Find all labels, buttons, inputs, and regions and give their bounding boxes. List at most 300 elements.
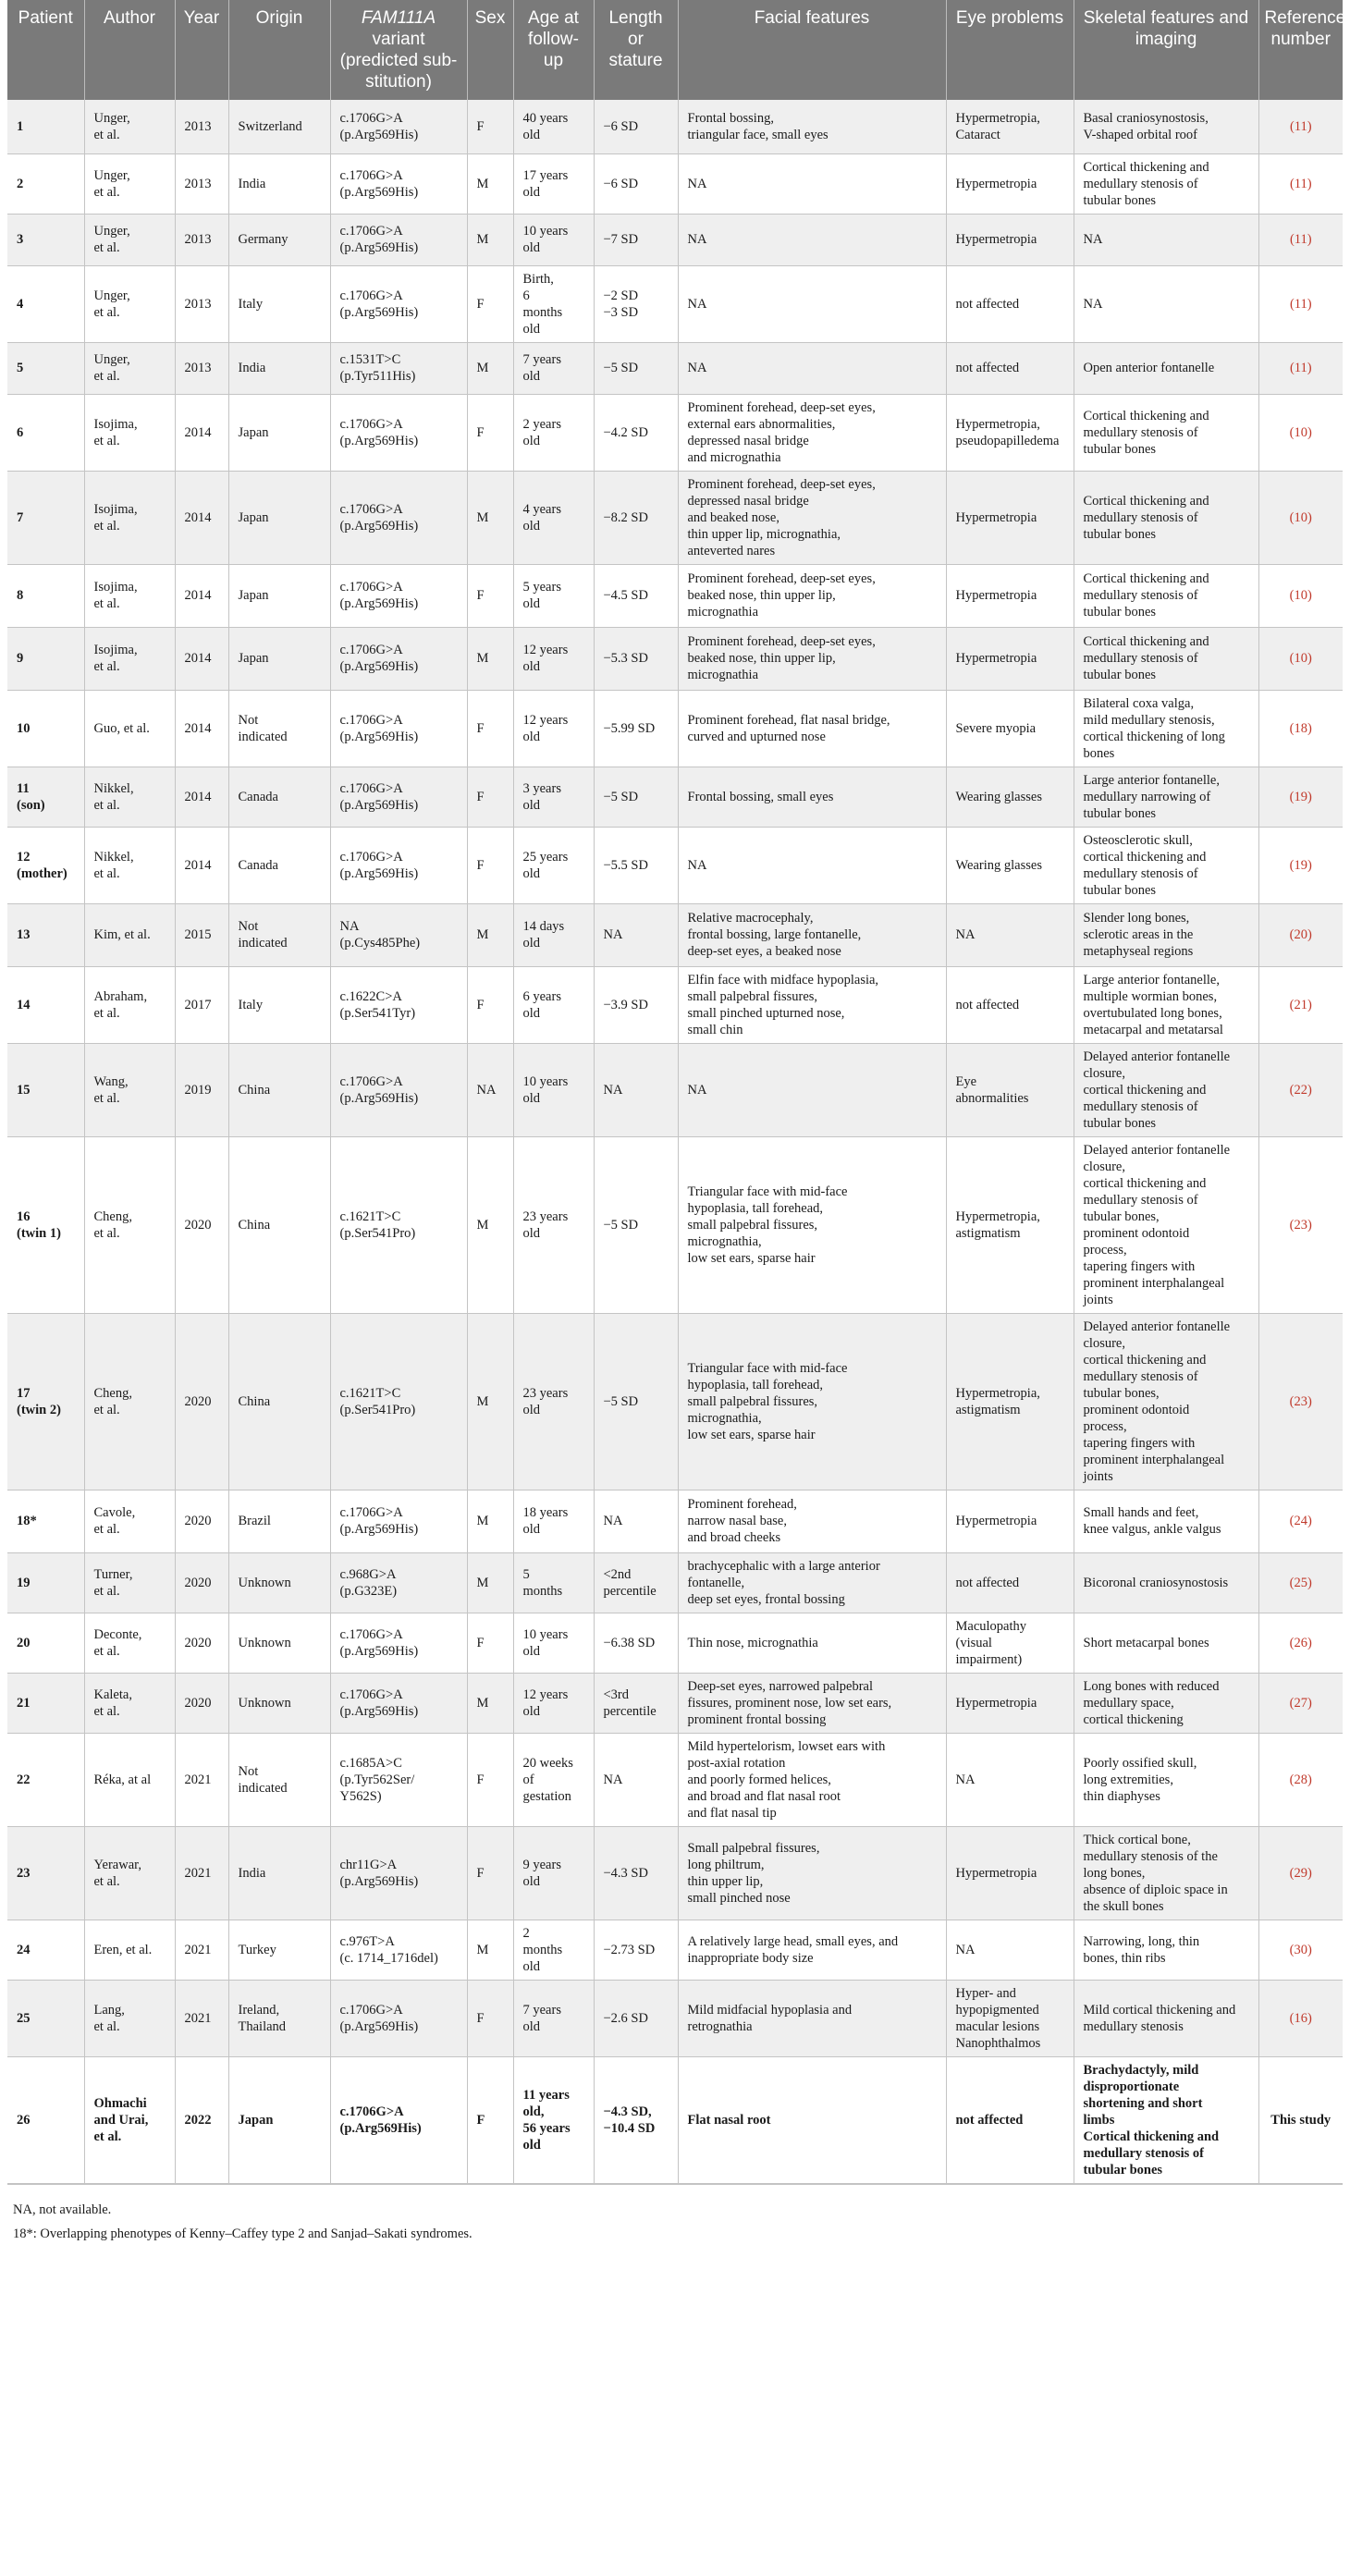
cell-ref: (26) bbox=[1258, 1613, 1343, 1673]
cell-author bbox=[84, 966, 175, 1043]
cell-year: 2020 bbox=[175, 1490, 228, 1552]
cell-author bbox=[84, 1673, 175, 1733]
cell-line: India bbox=[238, 1865, 266, 1881]
cell-length bbox=[594, 564, 678, 627]
cell-ref: (23) bbox=[1258, 1313, 1343, 1490]
table-row bbox=[7, 966, 1343, 1043]
cell-sex: M bbox=[467, 1313, 513, 1490]
cell-origin bbox=[228, 1733, 330, 1826]
cell-facial bbox=[678, 1490, 946, 1552]
cell-origin bbox=[228, 827, 330, 903]
cell-sex: M bbox=[467, 1920, 513, 1980]
cell-year: 2021 bbox=[175, 1980, 228, 2056]
cell-line: percentile bbox=[603, 1703, 657, 1719]
column-header-facial bbox=[678, 0, 946, 100]
cell-line: closure, bbox=[1083, 1159, 1125, 1174]
cell-line: Narrowing, long, thin bbox=[1083, 1933, 1200, 1949]
cell-line: (p.Arg569His) bbox=[339, 596, 419, 611]
cell-line: Hypermetropia bbox=[955, 509, 1037, 525]
cell-line: NA bbox=[603, 1772, 623, 1787]
cell-skeletal bbox=[1074, 394, 1258, 471]
cell-line: abnormalities bbox=[955, 1090, 1029, 1106]
cell-patient bbox=[7, 153, 84, 214]
cell-year: 2017 bbox=[175, 966, 228, 1043]
column-header-year bbox=[175, 0, 228, 100]
cell-age bbox=[513, 214, 594, 265]
cell-patient bbox=[7, 1673, 84, 1733]
cell-line: small chin bbox=[687, 1022, 743, 1037]
cell-line: mild medullary stenosis, bbox=[1083, 712, 1215, 728]
cell-line: Large anterior fontanelle, bbox=[1083, 972, 1220, 987]
cell-line: Isojima, bbox=[93, 580, 138, 595]
cell-patient bbox=[7, 564, 84, 627]
cell-line: medullary stenosis of the bbox=[1083, 1848, 1218, 1864]
cell-line: India bbox=[238, 176, 266, 191]
cell-line: of bbox=[522, 1772, 534, 1787]
cell-length bbox=[594, 767, 678, 827]
column-header-skeletal bbox=[1074, 0, 1258, 100]
cell-variant bbox=[330, 394, 467, 471]
cell-line: Severe myopia bbox=[955, 720, 1037, 736]
cell-eye bbox=[946, 1552, 1074, 1613]
cell-ref: (11) bbox=[1258, 100, 1343, 153]
cell-year: 2021 bbox=[175, 1920, 228, 1980]
cell-length bbox=[594, 1613, 678, 1673]
cell-origin bbox=[228, 100, 330, 153]
cell-eye bbox=[946, 564, 1074, 627]
cell-line: V-shaped orbital roof bbox=[1083, 127, 1197, 142]
cell-author bbox=[84, 2056, 175, 2183]
cell-age bbox=[513, 1673, 594, 1733]
cell-line: 12 bbox=[17, 849, 31, 865]
cell-line: old bbox=[522, 1703, 541, 1719]
cell-line: c.1706G>A bbox=[339, 288, 403, 303]
cell-line: 19 bbox=[17, 1575, 31, 1590]
cell-year: 2015 bbox=[175, 903, 228, 966]
cell-line: c.1621T>C bbox=[339, 1208, 401, 1224]
cell-line: old bbox=[522, 936, 541, 951]
header-line: variant bbox=[372, 30, 425, 49]
cell-patient bbox=[7, 903, 84, 966]
cell-line: −5.99 SD bbox=[603, 720, 656, 736]
cell-line: c.1706G>A bbox=[339, 1073, 403, 1089]
cell-sex: NA bbox=[467, 1043, 513, 1136]
cell-skeletal bbox=[1074, 265, 1258, 342]
cell-facial bbox=[678, 265, 946, 342]
cell-line: medullary narrowing of bbox=[1083, 789, 1211, 804]
cell-line: NA bbox=[687, 361, 707, 375]
cell-line: 8 bbox=[17, 588, 24, 603]
table-row bbox=[7, 1733, 1343, 1826]
cell-line: et al. bbox=[93, 2018, 120, 2034]
cell-line: hypoplasia, tall forehead, bbox=[687, 1200, 824, 1216]
cell-line: −4.3 SD bbox=[603, 1865, 648, 1881]
cell-line: old, bbox=[522, 2104, 545, 2119]
cell-line: Japan bbox=[238, 651, 269, 666]
cell-eye bbox=[946, 2056, 1074, 2183]
cell-eye bbox=[946, 1920, 1074, 1980]
cell-line: (p.Arg569His) bbox=[339, 304, 419, 320]
cell-line: and Urai, bbox=[93, 2112, 149, 2128]
cell-line: Prominent forehead, deep-set eyes, bbox=[687, 634, 876, 649]
cell-line: closure, bbox=[1083, 1065, 1125, 1081]
table-row bbox=[7, 265, 1343, 342]
cell-line: (twin 1) bbox=[17, 1225, 61, 1241]
cell-age bbox=[513, 1613, 594, 1673]
cell-line: Unger, bbox=[93, 352, 130, 367]
cell-year: 2013 bbox=[175, 265, 228, 342]
cell-line: cortical thickening of long bbox=[1083, 729, 1225, 744]
cell-line: Long bones with reduced bbox=[1083, 1678, 1220, 1694]
cell-line: (c. 1714_1716del) bbox=[339, 1950, 438, 1966]
cell-facial bbox=[678, 1043, 946, 1136]
cell-age bbox=[513, 903, 594, 966]
footnote: NA, not available. bbox=[13, 2202, 112, 2217]
cell-line: Unknown bbox=[238, 1695, 291, 1711]
cell-sex: M bbox=[467, 1136, 513, 1313]
cell-line: thin upper lip, micrognathia, bbox=[687, 526, 841, 542]
cell-line: 20 bbox=[17, 1635, 31, 1650]
cell-year: 2020 bbox=[175, 1613, 228, 1673]
table-row bbox=[7, 903, 1343, 966]
cell-year: 2014 bbox=[175, 767, 228, 827]
cell-length bbox=[594, 827, 678, 903]
cell-line: retrognathia bbox=[687, 2018, 753, 2034]
table-row bbox=[7, 1136, 1343, 1313]
cell-line: hypoplasia, tall forehead, bbox=[687, 1377, 824, 1392]
cell-line: thin diaphyses bbox=[1083, 1788, 1160, 1804]
cell-skeletal bbox=[1074, 564, 1258, 627]
cell-line: (p.Arg569His) bbox=[339, 2120, 422, 2136]
column-header-author bbox=[84, 0, 175, 100]
cell-line: c.1706G>A bbox=[339, 849, 403, 865]
cell-skeletal bbox=[1074, 342, 1258, 394]
cell-line: 21 bbox=[17, 1695, 31, 1711]
cell-facial bbox=[678, 1552, 946, 1613]
cell-line: fissures, prominent nose, low set ears, bbox=[687, 1695, 892, 1711]
cell-length bbox=[594, 690, 678, 767]
cell-line: joints bbox=[1083, 1292, 1113, 1307]
cell-line: 1 bbox=[17, 118, 24, 134]
cell-origin bbox=[228, 1313, 330, 1490]
cell-sex: F bbox=[467, 767, 513, 827]
cell-skeletal bbox=[1074, 690, 1258, 767]
cell-age bbox=[513, 1313, 594, 1490]
cell-line: 5 years bbox=[522, 580, 561, 595]
cell-line: old bbox=[522, 184, 541, 200]
cell-ref: (30) bbox=[1258, 1920, 1343, 1980]
cell-ref: (28) bbox=[1258, 1733, 1343, 1826]
cell-line: (p.G323E) bbox=[339, 1583, 398, 1599]
cell-skeletal bbox=[1074, 1980, 1258, 2056]
cell-origin bbox=[228, 342, 330, 394]
cell-line: Deep-set eyes, narrowed palpebral bbox=[687, 1678, 873, 1694]
cell-facial bbox=[678, 903, 946, 966]
cell-year: 2013 bbox=[175, 100, 228, 153]
cell-age bbox=[513, 471, 594, 564]
cell-line: Mild midfacial hypoplasia and bbox=[687, 2002, 853, 2018]
cell-line: small palpebral fissures, bbox=[687, 1217, 818, 1233]
cell-line: Switzerland bbox=[238, 118, 302, 134]
cell-variant bbox=[330, 1673, 467, 1733]
cell-line: Prominent forehead, deep-set eyes, bbox=[687, 399, 876, 415]
cell-author bbox=[84, 1552, 175, 1613]
table-row bbox=[7, 627, 1343, 690]
cell-variant bbox=[330, 827, 467, 903]
cell-line: depressed nasal bridge bbox=[687, 433, 809, 448]
cell-line: Thin nose, micrognathia bbox=[687, 1635, 818, 1650]
cell-line: Small hands and feet, bbox=[1083, 1505, 1199, 1520]
cell-line: tubular bones bbox=[1083, 805, 1157, 821]
cell-line: Brachydactyly, mild bbox=[1083, 2062, 1199, 2078]
cell-line: medullary stenosis of bbox=[1083, 424, 1198, 440]
header-line: Age at bbox=[528, 8, 579, 28]
cell-line: Cheng, bbox=[93, 1208, 132, 1224]
cell-line: and broad cheeks bbox=[687, 1530, 781, 1545]
cell-variant bbox=[330, 1733, 467, 1826]
cell-author bbox=[84, 903, 175, 966]
cell-line: Maculopathy bbox=[955, 1618, 1027, 1634]
cell-eye bbox=[946, 690, 1074, 767]
cell-line: Relative macrocephaly, bbox=[687, 911, 814, 926]
cell-age bbox=[513, 767, 594, 827]
cell-line: Triangular face with mid-face bbox=[687, 1360, 848, 1376]
cell-year: 2013 bbox=[175, 214, 228, 265]
cell-year: 2021 bbox=[175, 1733, 228, 1826]
cell-line: −8.2 SD bbox=[603, 509, 648, 525]
cell-ref: (21) bbox=[1258, 966, 1343, 1043]
cell-line: shortening and short bbox=[1083, 2095, 1203, 2111]
cell-facial bbox=[678, 394, 946, 471]
cell-line: not affected bbox=[955, 1575, 1020, 1590]
cell-line: −5.5 SD bbox=[603, 857, 648, 873]
cell-line: and poorly formed helices, bbox=[687, 1772, 831, 1787]
cell-year: 2020 bbox=[175, 1313, 228, 1490]
cell-line: Unger, bbox=[93, 167, 130, 183]
cell-author bbox=[84, 153, 175, 214]
cell-line: Abraham, bbox=[93, 988, 148, 1004]
cell-sex: F bbox=[467, 394, 513, 471]
cell-line: Hypermetropia, bbox=[955, 1208, 1040, 1224]
cell-author bbox=[84, 214, 175, 265]
cell-age bbox=[513, 265, 594, 342]
table-body bbox=[7, 100, 1343, 2183]
cell-ref: (22) bbox=[1258, 1043, 1343, 1136]
cell-line: 24 bbox=[17, 1942, 31, 1957]
cell-facial bbox=[678, 1920, 946, 1980]
cell-line: medullary stenosis of bbox=[1083, 588, 1198, 603]
header-line: Skeletal features and bbox=[1083, 8, 1249, 28]
table-row bbox=[7, 1490, 1343, 1552]
cell-line: NA bbox=[603, 927, 623, 942]
cell-line: c.968G>A bbox=[339, 1566, 397, 1582]
cell-line: −6 SD bbox=[603, 118, 639, 134]
cell-line: c.1621T>C bbox=[339, 1385, 401, 1401]
cell-line: c.1706G>A bbox=[339, 416, 403, 432]
cell-line: old bbox=[522, 659, 541, 674]
cell-facial bbox=[678, 564, 946, 627]
cell-year: 2020 bbox=[175, 1136, 228, 1313]
cell-eye bbox=[946, 1826, 1074, 1920]
cell-patient bbox=[7, 1733, 84, 1826]
cell-line: medullary stenosis of bbox=[1083, 1098, 1198, 1114]
cell-line: 6 bbox=[522, 288, 530, 303]
cell-line: old bbox=[522, 433, 541, 448]
cell-patient bbox=[7, 1313, 84, 1490]
cell-line: Isojima, bbox=[93, 416, 138, 432]
cell-origin bbox=[228, 1920, 330, 1980]
cell-line: tubular bones bbox=[1083, 526, 1157, 542]
cell-variant bbox=[330, 100, 467, 153]
cell-line: NA bbox=[1083, 232, 1103, 247]
cell-line: Unknown bbox=[238, 1635, 291, 1650]
cell-origin bbox=[228, 153, 330, 214]
cell-eye bbox=[946, 1313, 1074, 1490]
cell-origin bbox=[228, 394, 330, 471]
cell-length bbox=[594, 1733, 678, 1826]
cell-eye bbox=[946, 471, 1074, 564]
cell-line: et al. bbox=[93, 433, 120, 448]
cell-line: Osteosclerotic skull, bbox=[1083, 832, 1193, 848]
cell-line: the skull bones bbox=[1083, 1898, 1164, 1914]
cell-line: post-axial rotation bbox=[687, 1755, 786, 1771]
cell-variant bbox=[330, 1136, 467, 1313]
cell-line: beaked nose, thin upper lip, bbox=[687, 588, 836, 603]
cell-age bbox=[513, 2056, 594, 2183]
cell-line: c.1706G>A bbox=[339, 110, 403, 126]
cell-line: multiple wormian bones, bbox=[1083, 988, 1218, 1004]
cell-ref: (23) bbox=[1258, 1136, 1343, 1313]
cell-age bbox=[513, 1980, 594, 2056]
cell-line: 13 bbox=[17, 927, 31, 942]
cell-line: (p.Tyr562Ser/ bbox=[339, 1772, 415, 1787]
cell-line: Cortical thickening and bbox=[1083, 2128, 1220, 2144]
cell-line: Ireland, bbox=[238, 2002, 280, 2018]
cell-line: old bbox=[522, 1958, 541, 1974]
cell-skeletal bbox=[1074, 627, 1258, 690]
cell-sex: M bbox=[467, 153, 513, 214]
cell-line: 2 bbox=[17, 176, 24, 191]
cell-line: <3rd bbox=[603, 1687, 630, 1702]
cell-line: Thick cortical bone, bbox=[1083, 1832, 1191, 1847]
cell-eye bbox=[946, 767, 1074, 827]
cell-line: 9 years bbox=[522, 1857, 561, 1872]
cell-line: brachycephalic with a large anterior bbox=[687, 1558, 880, 1574]
cell-line: and micrognathia bbox=[687, 449, 781, 465]
cell-line: 17 years bbox=[522, 167, 569, 183]
cell-line: 26 bbox=[17, 2112, 31, 2128]
cell-line: knee valgus, ankle valgus bbox=[1083, 1522, 1221, 1537]
cell-author bbox=[84, 100, 175, 153]
cell-line: tubular bones bbox=[1083, 882, 1157, 898]
cell-age bbox=[513, 1490, 594, 1552]
cell-line: et al. bbox=[93, 1522, 120, 1537]
cell-line: Delayed anterior fontanelle bbox=[1083, 1319, 1231, 1334]
cell-line: prominent odontoid bbox=[1083, 1402, 1190, 1417]
cell-line: (twin 2) bbox=[17, 1402, 61, 1417]
cell-line: Unger, bbox=[93, 110, 130, 126]
cell-line: months bbox=[522, 304, 563, 320]
cell-origin bbox=[228, 1613, 330, 1673]
cell-line: 11 bbox=[17, 780, 30, 796]
cell-patient bbox=[7, 2056, 84, 2183]
cell-author bbox=[84, 1313, 175, 1490]
cell-year: 2021 bbox=[175, 1826, 228, 1920]
cell-eye bbox=[946, 1733, 1074, 1826]
cell-author bbox=[84, 394, 175, 471]
cell-author bbox=[84, 827, 175, 903]
cell-line: (p.Arg569His) bbox=[339, 659, 419, 674]
patient-table bbox=[7, 0, 1346, 2184]
header-line: Length bbox=[608, 8, 663, 28]
cell-line: Italy bbox=[238, 997, 264, 1012]
cell-variant bbox=[330, 1313, 467, 1490]
cell-variant bbox=[330, 214, 467, 265]
cell-author bbox=[84, 767, 175, 827]
cell-line: 20 weeks bbox=[522, 1755, 573, 1771]
cell-variant bbox=[330, 690, 467, 767]
cell-line: old bbox=[522, 1090, 541, 1106]
cell-author bbox=[84, 1043, 175, 1136]
cell-line: Italy bbox=[238, 296, 264, 312]
cell-line: Canada bbox=[238, 857, 278, 873]
cell-line: 7 years bbox=[522, 2002, 561, 2018]
cell-line: c.1706G>A bbox=[339, 2002, 403, 2018]
cell-line: frontal bossing, large fontanelle, bbox=[687, 927, 862, 942]
cell-line: 7 bbox=[17, 509, 24, 525]
cell-year: 2013 bbox=[175, 153, 228, 214]
cell-length bbox=[594, 627, 678, 690]
cell-line: Thailand bbox=[238, 2018, 287, 2034]
cell-sex: F bbox=[467, 1733, 513, 1826]
cell-line: not affected bbox=[955, 361, 1020, 375]
cell-eye bbox=[946, 1136, 1074, 1313]
cell-line: et al. bbox=[93, 1402, 120, 1417]
cell-eye bbox=[946, 1043, 1074, 1136]
header-line: up bbox=[543, 51, 564, 70]
cell-facial bbox=[678, 827, 946, 903]
cell-line: bones bbox=[1083, 745, 1115, 761]
cell-line: −2.6 SD bbox=[603, 2010, 648, 2026]
cell-line: process, bbox=[1083, 1242, 1127, 1257]
cell-author bbox=[84, 265, 175, 342]
cell-line: Eren, et al. bbox=[93, 1942, 153, 1957]
cell-line: Flat nasal root bbox=[687, 2112, 771, 2128]
cell-line: et al. bbox=[93, 127, 120, 142]
cell-line: China bbox=[238, 1217, 271, 1233]
cell-line: metaphyseal regions bbox=[1083, 944, 1194, 959]
cell-facial bbox=[678, 100, 946, 153]
cell-origin bbox=[228, 265, 330, 342]
cell-line: Unknown bbox=[238, 1575, 291, 1590]
cell-facial bbox=[678, 966, 946, 1043]
cell-year: 2014 bbox=[175, 394, 228, 471]
cell-line: fontanelle, bbox=[687, 1575, 745, 1590]
cell-patient bbox=[7, 1552, 84, 1613]
table-row bbox=[7, 1613, 1343, 1673]
header-line: number bbox=[1270, 30, 1331, 49]
cell-line: c.1706G>A bbox=[339, 643, 403, 657]
cell-sex: M bbox=[467, 214, 513, 265]
cell-variant bbox=[330, 1920, 467, 1980]
cell-line: disproportionate bbox=[1083, 2079, 1180, 2094]
cell-line: −7 SD bbox=[603, 232, 639, 247]
cell-line: Slender long bones, bbox=[1083, 911, 1190, 926]
cell-line: Nikkel, bbox=[93, 849, 134, 865]
cell-age bbox=[513, 1920, 594, 1980]
cell-line: Hypermetropia bbox=[955, 232, 1037, 247]
cell-patient bbox=[7, 1136, 84, 1313]
